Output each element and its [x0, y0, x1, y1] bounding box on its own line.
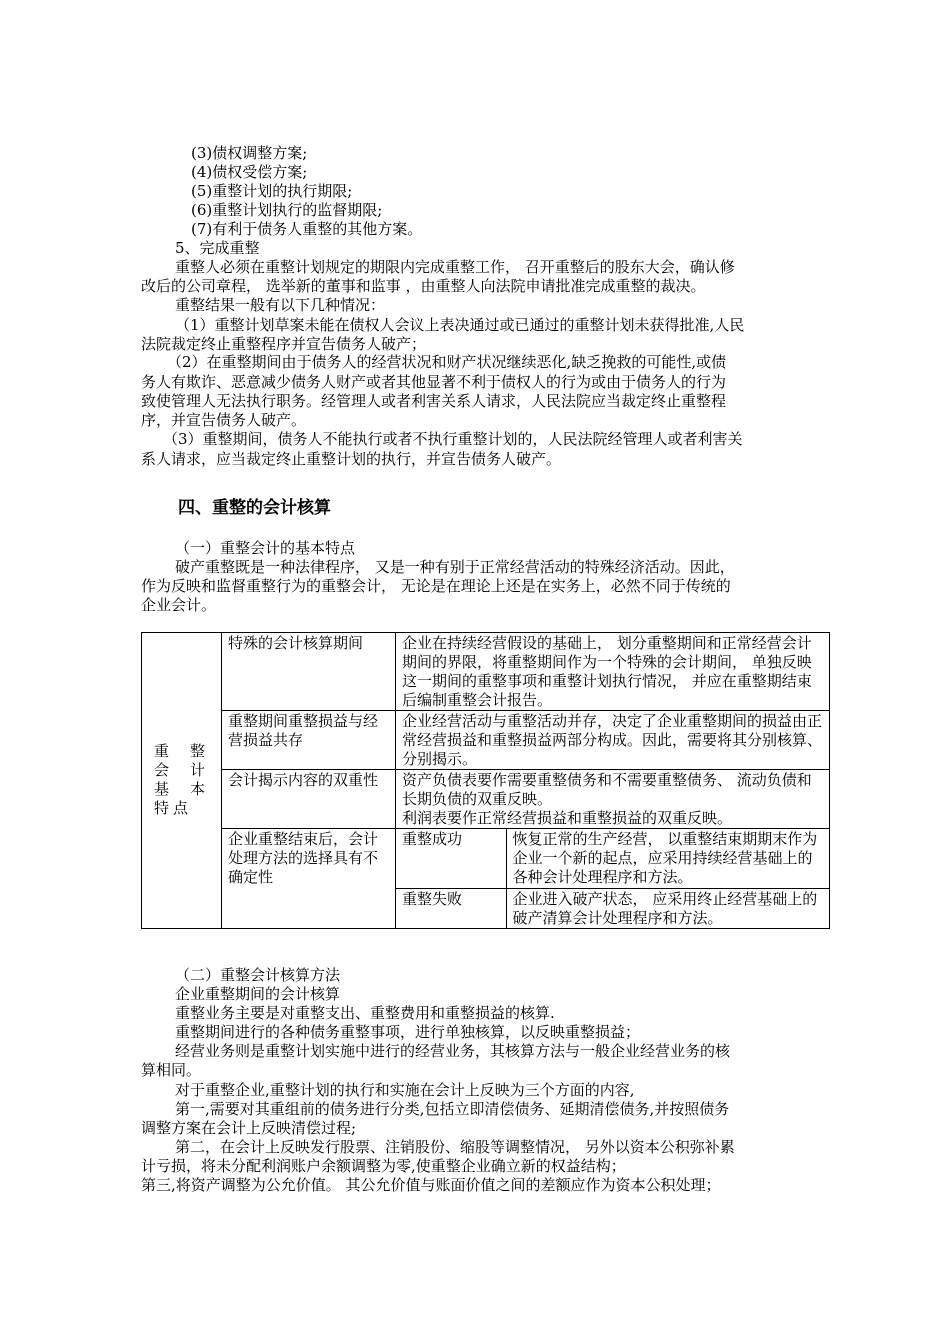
- paragraph-line: 经营业务则是重整计划实施中进行的经营业务，其核算方法与一般企业经营业务的核: [175, 1042, 731, 1060]
- paragraph-line: 务人有欺诈、恶意减少债务人财产或者其他显著不利于债权人的行为或由于债务人的行为: [141, 373, 727, 391]
- list-item: (7)有利于债务人重整的其他方案。: [191, 220, 423, 238]
- outcome-label: 重整失败: [396, 888, 506, 928]
- paragraph-line: 系人请求，应当裁定终止重整计划的执行，并宣告债务人破产。: [141, 450, 562, 468]
- feature-cell: 会计揭示内容的双重性: [222, 770, 396, 829]
- paragraph-line: 破产重整既是一种法律程序， 又是一种有别于正常经营活动的特殊经济活动。因此，: [175, 558, 735, 576]
- paragraph-line: 第二，在会计上反映发行股票、注销股份、缩股等调整情况， 另外以资本公积弥补累: [175, 1138, 735, 1156]
- outcome-subtable: [396, 829, 829, 928]
- paragraph-line: 改后的公司章程， 选举新的董事和监事 ，由重整人向法院申请批准完成重整的裁决。: [141, 277, 706, 295]
- paragraph-line: （1）重整计划草案未能在债权人会议上表决通过或已通过的重整计划未获得批准,人民: [175, 316, 745, 334]
- section5-title: 5、完成重整: [175, 239, 260, 257]
- paragraph-line: 重整业务主要是对重整支出、重整费用和重整损益的核算.: [175, 1004, 555, 1022]
- paragraph-line: 算相同。: [141, 1061, 202, 1079]
- paragraph-line: 重整期间进行的各种债务重整事项，进行单独核算，以反映重整损益；: [175, 1023, 641, 1041]
- outcome-desc: 企业进入破产状态， 应采用终止经营基础上的破产清算会计处理程序和方法。: [506, 888, 829, 928]
- paragraph-line: 第三,将资产调整为公允价值。 其公允价值与账面价值之间的差额应作为资本公积处理；: [141, 1176, 721, 1194]
- feature-cell: 特殊的会计核算期间: [222, 633, 396, 711]
- paragraph-line: 致使管理人无法执行职务。经管理人或者利害关系人请求，人民法院应当裁定终止重整程: [141, 392, 727, 410]
- paragraph-line: （2）在重整期间由于债务人的经营状况和财产状况继续恶化,缺乏挽救的可能性,或债: [167, 353, 727, 371]
- paragraph-line: 企业会计。: [141, 596, 217, 614]
- outcome-subtable-cell: [396, 829, 830, 929]
- subsection-title: （二）重整会计核算方法: [175, 966, 341, 984]
- outcome-label: 重整成功: [396, 829, 506, 888]
- paragraph-line: 计亏损，将未分配利润账户余额调整为零,使重整企业确立新的权益结构；: [141, 1157, 626, 1175]
- subsection-title: （一）重整会计的基本特点: [175, 539, 356, 557]
- feature-cell: 重整期间重整损益与经营损益共存: [222, 711, 396, 770]
- section-heading: 四、重整的会计核算: [178, 498, 331, 518]
- paragraph-line: 重整结果一般有以下几种情况：: [175, 296, 386, 314]
- paragraph-line: 作为反映和监督重整行为的重整会计， 无论是在理论上还是在实务上，必然不同于传统的: [141, 577, 731, 595]
- list-item: (3)债权调整方案;: [191, 144, 308, 162]
- description-cell: 企业在持续经营假设的基础上， 划分重整期间和正常经营会计期间的界限，将重整期间作为一个特殊的会计期间， 单独反映这一期间的重整事项和重整计划执行情况， 并应在重整期结束后编制重整会计报告。: [396, 633, 830, 711]
- paragraph-line: 法院裁定终止重整程序并宣告债务人破产；: [141, 335, 427, 353]
- list-item: (5)重整计划的执行期限;: [191, 182, 353, 200]
- features-table: [141, 632, 830, 929]
- table-row-header: 重整会计基本特点: [142, 633, 222, 929]
- paragraph-line: 重整人必须在重整计划规定的期限内完成重整工作， 召开重整后的股东大会，确认修: [175, 258, 735, 276]
- paragraph-line: （3）重整期间，债务人不能执行或者不执行重整计划的，人民法院经管理人或者利害关: [163, 430, 743, 448]
- outcome-desc: 恢复正常的生产经营， 以重整结束期期末作为企业一个新的起点，应采用持续经营基础上的各种会计处理程序和方法。: [506, 829, 829, 888]
- paragraph-line: 第一,需要对其重组前的债务进行分类,包括立即清偿债务、延期清偿债务,并按照债务: [175, 1100, 730, 1118]
- paragraph-line: 企业重整期间的会计核算: [175, 985, 341, 1003]
- paragraph-line: 序，并宣告债务人破产。: [141, 411, 307, 429]
- description-cell: 资产负债表要作需要重整债务和不需要重整债务、 流动负债和长期负债的双重反映。 利润表要作正常经营损益和重整损益的双重反映。: [396, 770, 830, 829]
- list-item: (4)债权受偿方案;: [191, 163, 308, 181]
- paragraph-line: 调整方案在会计上反映清偿过程;: [141, 1119, 357, 1137]
- description-cell: 企业经营活动与重整活动并存，决定了企业重整期间的损益由正常经营损益和重整损益两部分构成。因此，需要将其分别核算、分别揭示。: [396, 711, 830, 770]
- paragraph-line: 对于重整企业,重整计划的执行和实施在会计上反映为三个方面的内容,: [175, 1081, 635, 1099]
- list-item: (6)重整计划执行的监督期限;: [191, 201, 383, 219]
- feature-cell: 企业重整结束后，会计处理方法的选择具有不确定性: [222, 829, 396, 929]
